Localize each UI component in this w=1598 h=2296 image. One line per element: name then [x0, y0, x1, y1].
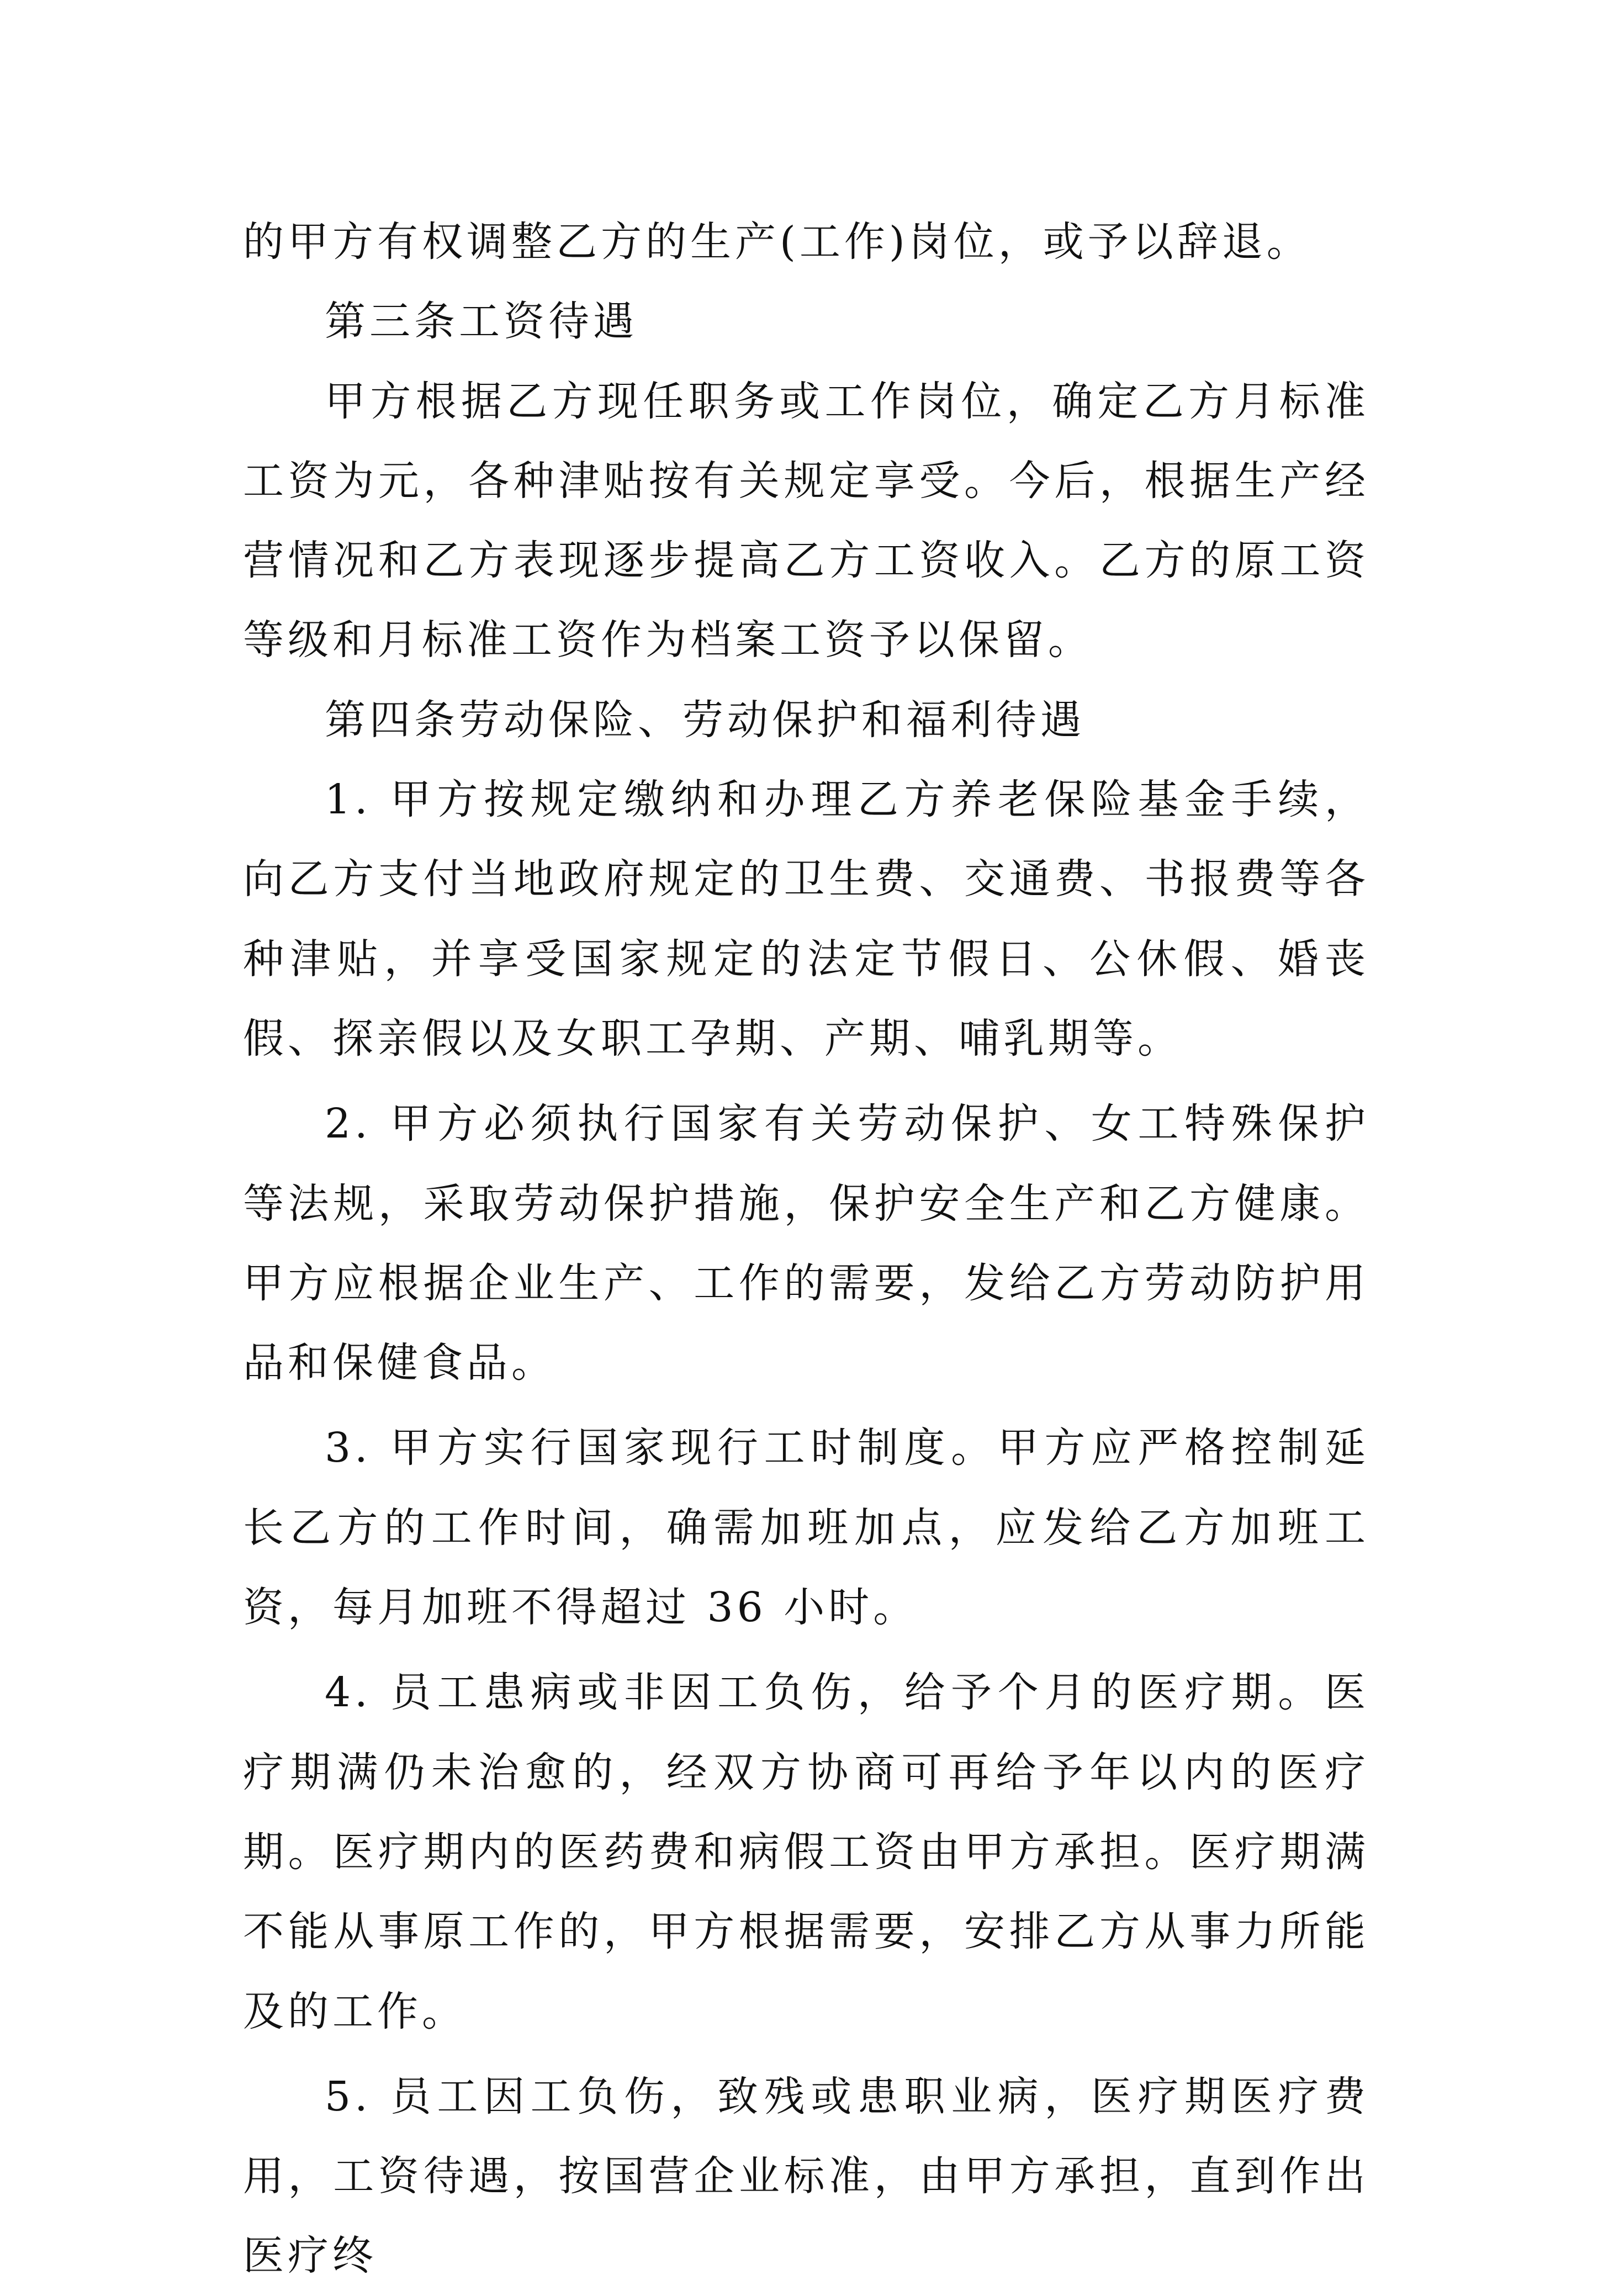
- section-heading-article-4: 第四条劳动保险、劳动保护和福利待遇: [325, 696, 1085, 744]
- section-heading-article-3: 第三条工资待遇: [325, 298, 638, 346]
- paragraph-continuation: 的甲方有权调整乙方的生产(工作)岗位，或予以辞退。: [243, 218, 1311, 266]
- paragraph-item-2: 2. 甲方必须执行国家有关劳动保护、女工特殊保护等法规，采取劳动保护措施，保护安全生产和乙方健康。甲方应根据企业生产、工作的需要，发给乙方劳动防护用品和保健食品。: [243, 1100, 1369, 1387]
- paragraph-item-5: 5. 员工因工负伤，致残或患职业病，医疗期医疗费用，工资待遇，按国营企业标准，由甲方承担，直到作出医疗终: [243, 2072, 1369, 2280]
- paragraph-item-1: 1. 甲方按规定缴纳和办理乙方养老保险基金手续，向乙方支付当地政府规定的卫生费、交通费、书报费等各种津贴，并享受国家规定的法定节假日、公休假、婚丧假、探亲假以及女职工孕期、产期、哺乳期等。: [243, 776, 1369, 1062]
- paragraph-item-3: 3. 甲方实行国家现行工时制度。甲方应严格控制延长乙方的工作时间，确需加班加点，应发给乙方加班工资，每月加班不得超过 36 小时。: [243, 1424, 1369, 1632]
- paragraph-item-4: 4. 员工患病或非因工负伤，给予个月的医疗期。医疗期满仍未治愈的，经双方协商可再给予年以内的医疗期。医疗期内的医药费和病假工资由甲方承担。医疗期满不能从事原工作的，甲方根据需要，安排乙方从事力所能及的工作。: [243, 1669, 1369, 2035]
- document-body: [243, 202, 1369, 2296]
- paragraph-salary: 甲方根据乙方现任职务或工作岗位，确定乙方月标准工资为元，各种津贴按有关规定享受。今后，根据生产经营情况和乙方表现逐步提高乙方工资收入。乙方的原工资等级和月标准工资作为档案工资予以保留。: [243, 377, 1369, 664]
